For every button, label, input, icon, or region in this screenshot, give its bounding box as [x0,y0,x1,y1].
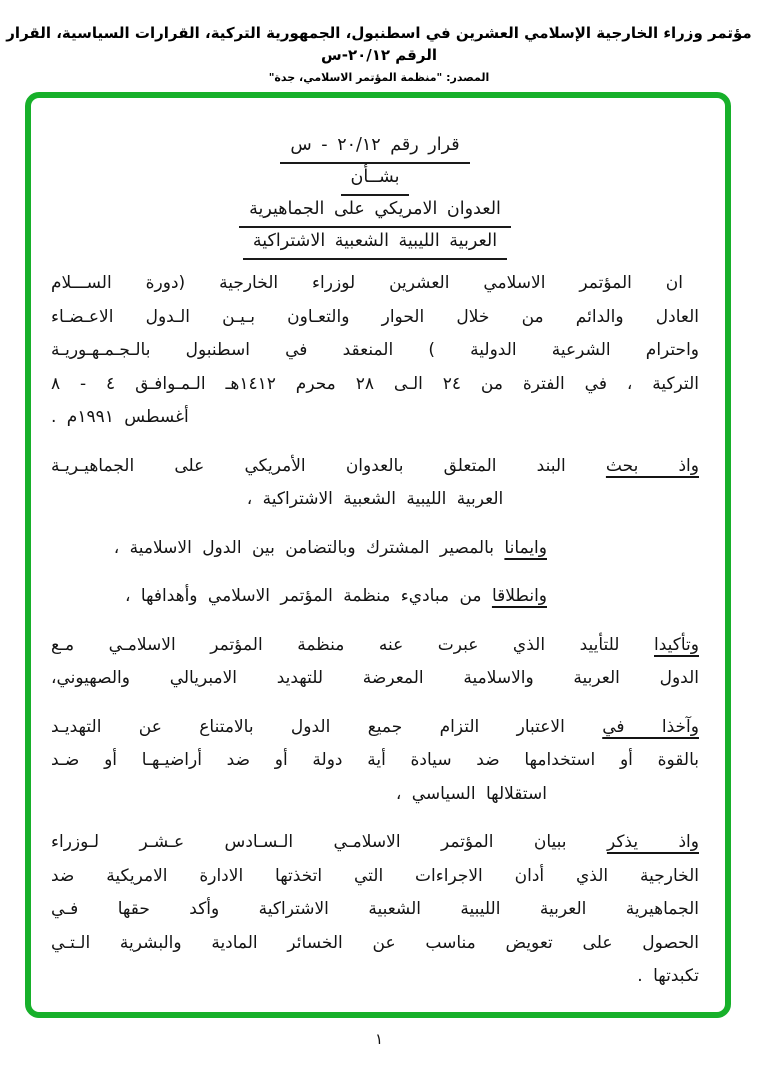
underlined-lead: وانطلاقا [491,586,547,606]
body-line: العربية الليبية الشعبية الاشتراكية ، [246,489,504,509]
resolution-title-line [51,225,699,257]
body-line: ان المؤتمر الاسلامي العشرين لوزراء الخارجية (دورة الســـلام [51,273,683,293]
body-paragraph [51,267,699,435]
body-line: الجماهيرية العربية الليبية الشعبية الاشتراكية وأكد حقها فـي [51,899,699,919]
source-value: "منظمة المؤتمر الاسلامي، جدة" [268,71,443,84]
body-paragraph [51,580,699,614]
body-line: أغسطس ١٩٩١م . [51,407,189,427]
underlined-lead: وايمانا [504,537,547,558]
body-line: الخارجية الذي أدان الاجراءات التي اتخذتها الادارة الامريكية ضد [51,865,699,886]
source-label: المصدر: [446,71,490,84]
green-border-frame [25,92,731,1018]
body-line: استقلالها السياسي ، [395,783,547,804]
document-source-line [0,71,758,84]
resolution-title-line [51,129,699,161]
body-line: واحترام الشرعية الدولية ) المنعقد في اسطنبول بالـجـمـهـوريـة [51,340,699,360]
underlined-lead: وتأكيدا [654,634,699,655]
document-citation-title: مؤتمر وزراء الخارجية الإسلامي العشرين في اسطنبول، الجمهورية التركية، القرارات السياسية، القرار الرقم ٢٠/١٢-س [6,24,752,64]
body-line: الحصول على تعويض مناسب عن الخسائر المادية والبشرية الـتـي [51,932,699,953]
body-line: بالقوة أو استخدامها ضد سيادة أية دولة أو ضد أراضيـهـا أو ضـد [51,750,699,770]
underlined-lead: واذ بحث [605,455,699,476]
body-line: تكبدتها . [637,966,699,986]
underlined-lead: وآخذا في [602,716,699,737]
resolution-body [51,267,699,994]
body-line: واذ بحث البند المتعلق بالعدوان الأمريكي على الجماهيـريـة [51,455,699,476]
underlined-title-text: بشــأن [341,161,410,196]
body-line: وايمانا بالمصير المشترك وبالتضامن بين الدول الاسلامية ، [113,537,547,558]
body-line: وانطلاقا من مباديء منظمة المؤتمر الاسلامي وأهدافها ، [124,586,547,606]
body-line: العادل والدائم من خلال الحوار والتعـاون بـيـن الـدول الاعـضـاء [51,306,699,327]
body-line: الدول العربية والاسلامية المعرضة للتهديد الامبريالي والصهيوني، [51,668,699,688]
body-line: التركية ، في الفترة من ٢٤ الـى ٢٨ محرم ١٤١٢هـ الـمـوافـق ٤ - ٨ [51,373,699,394]
body-paragraph [51,711,699,812]
underlined-title-text: قرار رقم ٢٠/١٢ - س [280,129,469,164]
document-header [0,0,758,84]
underlined-lead: واذ يذكر [606,832,699,852]
body-paragraph [51,532,699,566]
resolution-title-line [51,161,699,193]
body-paragraph [51,629,699,696]
underlined-title-text: العربية الليبية الشعبية الاشتراكية [243,225,507,260]
page-number: ١ [374,1030,384,1048]
body-line: واذ يذكر ببيان المؤتمر الاسلامـي الـسـادس عـشـر لـوزراء [51,832,699,852]
underlined-title-text: العدوان الامريكي على الجماهيرية [239,193,511,228]
resolution-title-block [51,129,699,257]
body-paragraph [51,826,699,994]
body-line: وتأكيدا للتأييد الذي عبرت عنه منظمة المؤتمر الاسلامـي مـع [51,634,699,655]
body-line: وآخذا في الاعتبار التزام جميع الدول بالامتناع عن التهديـد [51,716,699,737]
resolution-title-line [51,193,699,225]
body-paragraph [51,450,699,517]
